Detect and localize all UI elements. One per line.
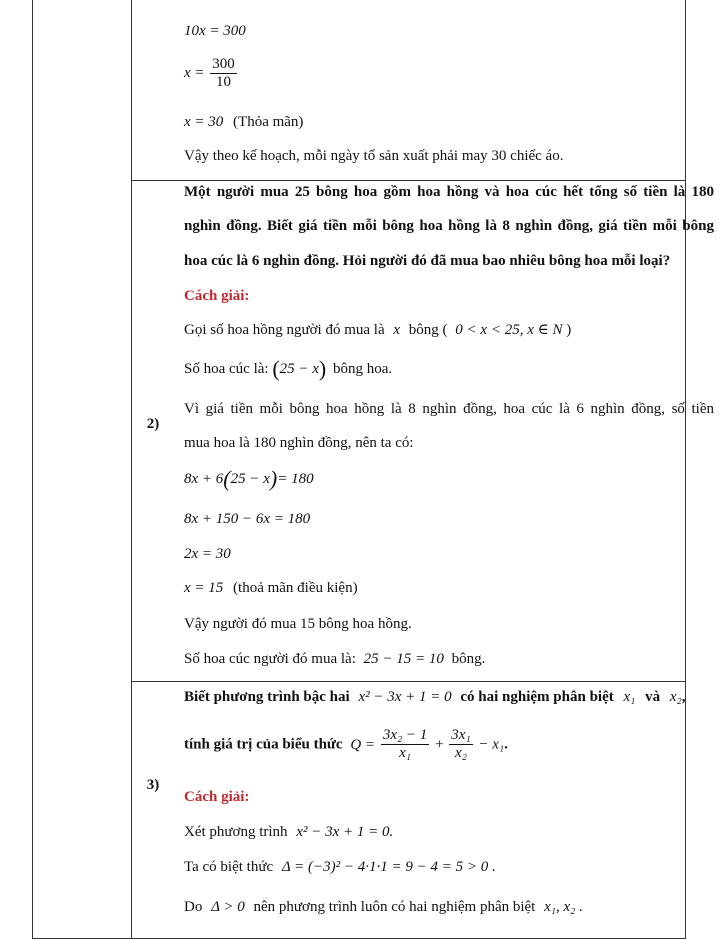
- note: (Thỏa mãn): [233, 114, 304, 130]
- equation: 8x + 150 − 6x = 180: [184, 511, 311, 527]
- problem-number: 3): [146, 777, 160, 793]
- fraction-numerator: 300: [212, 56, 235, 72]
- fraction: $\frac{\text{3x₂ − 1}}{\text{x₁}}$: [382, 727, 428, 761]
- equation-result: x = 15 (thoả mãn điều kiện): [184, 580, 358, 596]
- problem-statement-line: tính giá trị của biểu thức Q = $\frac{\text{3x₂ − 1}}{\text{x₁}}$ + $\frac{\text{3x₁}}{\text{x₂}}$ − x₁.: [184, 727, 508, 761]
- row-divider: [131, 681, 685, 682]
- fraction: $\frac{\text{3x₁}}{\text{x₂}}$: [451, 727, 471, 761]
- problem-statement-line: nghìn đồng. Biết giá tiền mỗi bông hoa hồng là 8 nghìn đồng, giá tiền mỗi bông: [184, 218, 714, 234]
- problem-statement-line: Biết phương trình bậc hai x² − 3x + 1 = 0 có hai nghiệm phân biệt x₁ và x₂,: [184, 689, 686, 705]
- problem-number: 2): [146, 416, 160, 432]
- problem-statement-line: hoa cúc là 6 nghìn đồng. Hỏi người đó đã mua bao nhiêu bông hoa mỗi loại?: [184, 253, 671, 269]
- chrysanthemum-count: Số hoa cúc là: (25 − x) bông hoa.: [184, 356, 393, 381]
- conclusion-text: Vậy theo kế hoạch, mỗi ngày tổ sản xuất phải may 30 chiếc áo.: [184, 148, 564, 164]
- equation: 2x = 30: [184, 546, 231, 562]
- method-label: Cách giải:: [184, 288, 250, 304]
- conclusion-text: Do Δ > 0 nên phương trình luôn có hai nghiệm phân biệt x₁, x₂ .: [184, 899, 583, 915]
- column-divider: [131, 0, 132, 938]
- answer-text: Vậy người đó mua 15 bông hoa hồng.: [184, 616, 412, 632]
- equation-result: [184, 113, 303, 131]
- consider-equation: Xét phương trình x² − 3x + 1 = 0.: [184, 824, 394, 840]
- fraction-denominator: 10: [216, 74, 232, 90]
- answer-text: Số hoa cúc người đó mua là: 25 − 15 = 10 bông.: [184, 651, 486, 667]
- fraction: [210, 56, 237, 91]
- reasoning-line: Vì giá tiền mỗi bông hoa hồng là 8 nghìn đồng, hoa cúc là 6 nghìn đồng, số tiền: [184, 401, 714, 417]
- discriminant-line: Ta có biệt thức Δ = (−3)² − 4·1·1 = 9 − 4 = 5 > 0 .: [184, 859, 496, 875]
- solution-table: [32, 0, 686, 939]
- problem-statement-line: Một người mua 25 bông hoa gồm hoa hồng và hoa cúc hết tổng số tiền là 180: [184, 184, 714, 200]
- let-statement: Gọi số hoa hồng người đó mua là x bông ( 0 < x < 25, x ∈ N ): [184, 322, 572, 338]
- equation: x = 30: [184, 114, 224, 130]
- reasoning-line: mua hoa là 180 nghìn đồng, nên ta có:: [184, 435, 414, 451]
- row-divider: [131, 180, 685, 181]
- equation: 8x + 6(25 − x)= 180: [184, 466, 314, 491]
- equation: 10x = 300: [184, 23, 246, 39]
- equation-lhs: x =: [184, 64, 205, 81]
- equation-fraction: [184, 56, 239, 91]
- method-label: Cách giải:: [184, 789, 250, 805]
